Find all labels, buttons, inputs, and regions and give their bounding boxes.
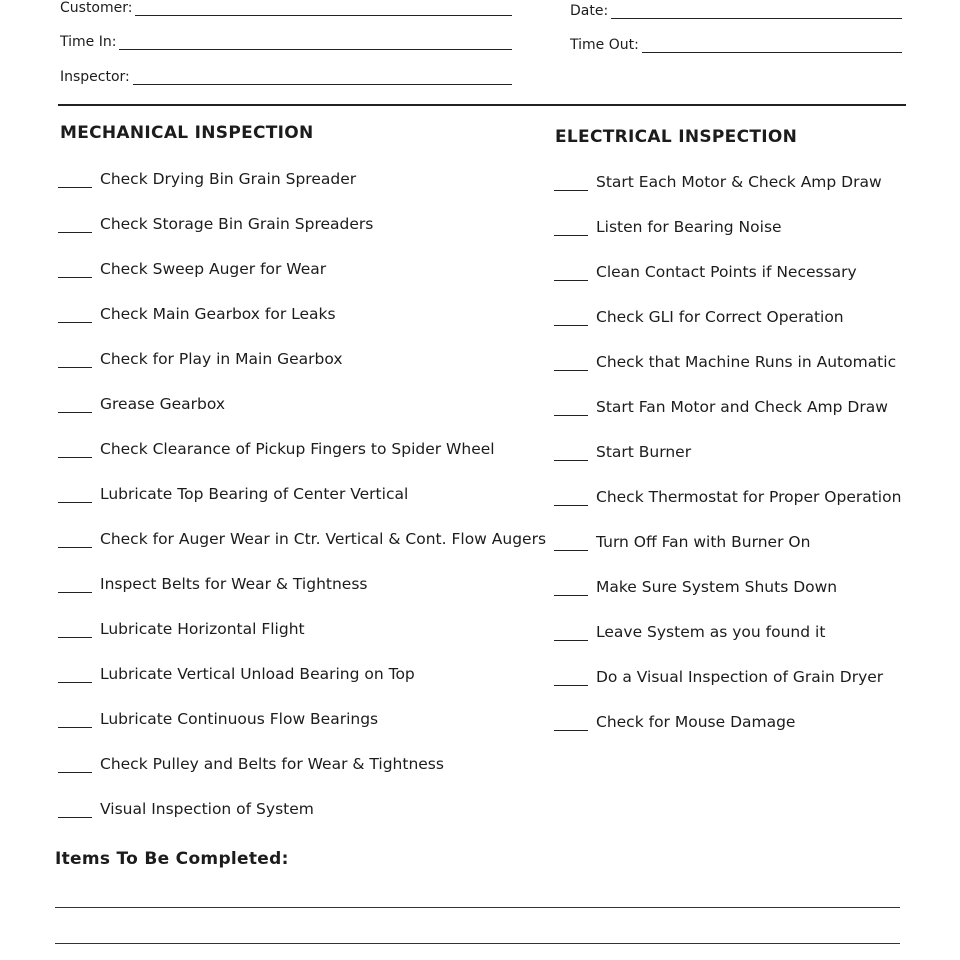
check-blank[interactable] [58, 817, 92, 818]
checklist-item[interactable] [58, 305, 546, 350]
check-blank[interactable] [554, 640, 588, 641]
customer-line[interactable] [135, 1, 512, 16]
check-blank[interactable] [554, 685, 588, 686]
checklist-item[interactable] [554, 173, 901, 218]
item-text: Check Drying Bin Grain Spreader [100, 170, 357, 188]
check-blank[interactable] [58, 772, 92, 773]
checklist-item[interactable] [554, 668, 901, 713]
checklist-item[interactable] [58, 800, 546, 845]
check-blank[interactable] [58, 232, 92, 233]
inspector-line[interactable] [133, 70, 512, 85]
electrical-title: ELECTRICAL INSPECTION [555, 127, 798, 147]
item-text: Check Pulley and Belts for Wear & Tightness [100, 755, 444, 773]
inspector-field[interactable] [60, 69, 512, 85]
checklist-item[interactable] [58, 710, 546, 755]
item-text: Lubricate Vertical Unload Bearing on Top [100, 665, 415, 683]
checklist-item[interactable] [58, 350, 546, 395]
item-text: Start Each Motor & Check Amp Draw [596, 173, 882, 191]
item-text: Turn Off Fan with Burner On [596, 533, 811, 551]
check-blank[interactable] [58, 277, 92, 278]
date-field[interactable] [570, 3, 902, 19]
date-label: Date: [570, 3, 609, 19]
check-blank[interactable] [554, 190, 588, 191]
item-text: Start Fan Motor and Check Amp Draw [596, 398, 888, 416]
check-blank[interactable] [554, 370, 588, 371]
checklist-item[interactable] [58, 665, 546, 710]
item-text: Check Clearance of Pickup Fingers to Spider Wheel [100, 440, 495, 458]
check-blank[interactable] [554, 505, 588, 506]
check-blank[interactable] [58, 547, 92, 548]
item-text: Check that Machine Runs in Automatic [596, 353, 897, 371]
checklist-item[interactable] [554, 578, 901, 623]
item-text: Lubricate Top Bearing of Center Vertical [100, 485, 409, 503]
checklist-item[interactable] [554, 713, 901, 758]
checklist-item[interactable] [58, 530, 546, 575]
checklist-item[interactable] [58, 440, 546, 485]
item-text: Grease Gearbox [100, 395, 226, 413]
item-text: Visual Inspection of System [100, 800, 314, 818]
time-in-label: Time In: [60, 34, 117, 50]
completion-line[interactable] [55, 943, 900, 944]
item-text: Leave System as you found it [596, 623, 826, 641]
checklist-item[interactable] [554, 488, 901, 533]
checklist-item[interactable] [58, 575, 546, 620]
checklist-item[interactable] [554, 533, 901, 578]
checklist-item[interactable] [58, 170, 546, 215]
customer-label: Customer: [60, 0, 133, 16]
items-to-complete-title: Items To Be Completed: [55, 849, 289, 869]
electrical-checklist [554, 173, 901, 758]
item-text: Lubricate Horizontal Flight [100, 620, 305, 638]
check-blank[interactable] [554, 730, 588, 731]
check-blank[interactable] [58, 322, 92, 323]
checklist-item[interactable] [58, 395, 546, 440]
item-text: Check for Auger Wear in Ctr. Vertical & Cont. Flow Augers [100, 530, 547, 548]
check-blank[interactable] [554, 460, 588, 461]
check-blank[interactable] [554, 550, 588, 551]
checklist-item[interactable] [58, 620, 546, 665]
date-line[interactable] [611, 4, 902, 19]
checklist-item[interactable] [58, 215, 546, 260]
item-text: Lubricate Continuous Flow Bearings [100, 710, 379, 728]
item-text: Check GLI for Correct Operation [596, 308, 844, 326]
check-blank[interactable] [58, 502, 92, 503]
item-text: Make Sure System Shuts Down [596, 578, 838, 596]
item-text: Clean Contact Points if Necessary [596, 263, 857, 281]
item-text: Check for Mouse Damage [596, 713, 796, 731]
check-blank[interactable] [554, 235, 588, 236]
time-in-field[interactable] [60, 34, 512, 50]
checklist-item[interactable] [554, 308, 901, 353]
inspector-label: Inspector: [60, 69, 130, 85]
item-text: Check Main Gearbox for Leaks [100, 305, 336, 323]
item-text: Inspect Belts for Wear & Tightness [100, 575, 368, 593]
check-blank[interactable] [58, 367, 92, 368]
header-divider [58, 104, 906, 106]
check-blank[interactable] [554, 280, 588, 281]
mechanical-title: MECHANICAL INSPECTION [60, 123, 314, 143]
time-in-line[interactable] [119, 35, 512, 50]
check-blank[interactable] [58, 727, 92, 728]
item-text: Check Sweep Auger for Wear [100, 260, 327, 278]
time-out-field[interactable] [570, 37, 902, 53]
time-out-label: Time Out: [570, 37, 639, 53]
check-blank[interactable] [58, 187, 92, 188]
checklist-item[interactable] [58, 260, 546, 305]
check-blank[interactable] [554, 325, 588, 326]
check-blank[interactable] [554, 595, 588, 596]
check-blank[interactable] [58, 682, 92, 683]
checklist-item[interactable] [554, 443, 901, 488]
checklist-item[interactable] [554, 623, 901, 668]
checklist-item[interactable] [554, 218, 901, 263]
completion-line[interactable] [55, 907, 900, 908]
checklist-item[interactable] [554, 263, 901, 308]
checklist-item[interactable] [58, 485, 546, 530]
item-text: Check Thermostat for Proper Operation [596, 488, 902, 506]
item-text: Do a Visual Inspection of Grain Dryer [596, 668, 884, 686]
item-text: Check Storage Bin Grain Spreaders [100, 215, 374, 233]
check-blank[interactable] [58, 637, 92, 638]
check-blank[interactable] [554, 415, 588, 416]
checklist-item[interactable] [58, 755, 546, 800]
checklist-item[interactable] [554, 353, 901, 398]
check-blank[interactable] [58, 457, 92, 458]
item-text: Listen for Bearing Noise [596, 218, 782, 236]
mechanical-checklist [58, 170, 546, 845]
checklist-item[interactable] [554, 398, 901, 443]
item-text: Start Burner [596, 443, 692, 461]
time-out-line[interactable] [642, 38, 902, 53]
customer-field[interactable] [60, 0, 512, 16]
item-text: Check for Play in Main Gearbox [100, 350, 343, 368]
check-blank[interactable] [58, 592, 92, 593]
check-blank[interactable] [58, 412, 92, 413]
